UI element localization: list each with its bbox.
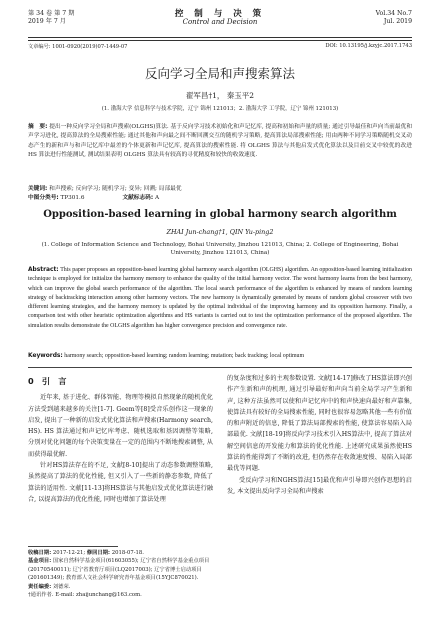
- header-rule: [28, 37, 412, 41]
- received-date: 2017-12-21;: [52, 550, 86, 556]
- affiliation-cn: (1. 渤海大学 信息科学与技术学院，辽宁 锦州 121013；2. 渤海大学 工学院，辽宁 锦州 121013): [101, 106, 339, 112]
- keywords-en-text: harmony search; opposition-based learning; random learning; mutation; back tracking; local optimum: [64, 353, 305, 359]
- editor-label: 责任编委:: [28, 583, 52, 590]
- revised-date: 2018-07-18.: [111, 550, 144, 556]
- keywords-cn-label: 关键词:: [28, 186, 48, 192]
- volume-issue-text: 第 34 卷 第 7 期: [28, 10, 75, 17]
- abstract-cn-text: 提出一种反向学习全局和声搜索(OLGHS)算法. 基于反向学习技术初始化和声记忆库, 提高和初始和声量的质量; 通过引导最佳和声向当前最优和声学习进化, 提高算法的全局搜索性能; 通过其他和声向最之间不断回溯交互的随机学习策略, 提高算法局部搜索性能; 用由两种不同学习策略随机交叉动态产生的新和声与和声记忆库中最差的个体更新和声记忆库, 提高算法的搜索性能. 将 OLGHS 算法与其他启发式优化算法以及目前交叉中较优的改进 HS 算法进行性能测试, 测试结果表明 OLGHS 算法具有较高的寻优精度和较快的收敛速度.: [28, 124, 413, 158]
- doi-link[interactable]: DOI: 10.13195/j.kzyjc.2017.1743: [325, 43, 412, 49]
- body-column-left: [28, 373, 213, 505]
- journal-name-cn: 控 制 与 决 策: [174, 9, 266, 19]
- keywords-en-label: Keywords:: [28, 353, 63, 359]
- title-cn: 反向学习全局和声搜索算法: [144, 66, 295, 81]
- journal-name: [28, 10, 412, 26]
- authors-cn: 翟军昌†1， 秦玉平2: [185, 91, 255, 100]
- article-meta: [28, 43, 412, 50]
- volume-en-text: Vol.34 No.7: [375, 10, 412, 17]
- body-paragraph: 近年来, 基于进化、群体智能、物理等模拟自然现象的随机优化方法受到越来越多的关注[1-7]. Geem等[8]受音乐创作这一现象的启发, 提出了一种新的启发式优化算法和声搜索(Harmony search, HS). HS 算法通过和声记忆库考虑、随机选取和基因调整等策略, 分别对优化问题的每个决策变量在一定的范围内不断地搜索调整, 从而获得最优解.: [28, 394, 213, 458]
- editor-name: 刘德荣.: [52, 583, 71, 590]
- doc-code-value: A: [154, 195, 160, 201]
- section-heading: 0 引 言: [28, 376, 67, 386]
- abstract-cn: [28, 123, 412, 160]
- date-en-text: Jul. 2019: [383, 18, 412, 25]
- body-column-right: [227, 373, 412, 497]
- revised-label: 修回日期:: [86, 550, 111, 556]
- footnote: [28, 546, 213, 599]
- body-paragraph: 的复杂度和过多的主观参数设置. 文献[14-17]修改了HS算法即兴创作产生新和声的机理, 通过引导最好和声向当前全局学习产生新和声, 这种方法虽然可以使和声记忆库中的和声快速向最好和声靠集, 使算法具有较好的全局搜索性能, 同时也很容易忽略其他一些有价值的和声附近的信息, 降低了算法局部搜索的性能, 使算法容易陷入局部最优. 文献[18-19]将反向学习技术引入HS算法中, 提高了算法对解空间信息的开发能力和算法的优化性能. 上述研究成果虽然使HS算法的性能得到了不断的改进, 但仍然存在收敛速度慢、易陷入局部最优等问题.: [227, 375, 412, 473]
- corresponding-email[interactable]: †通讯作者. E-mail: zhaijunchang@163.com.: [28, 592, 142, 599]
- abstract-en-text: This paper proposes an opposition-based learning global harmony search algorithm (OLGHS) algorithm. An opposition-based learning initialization technique is employed for initialize the harmony memory to enhance the quality of the initial harmony vector. The worst harmony learns from the best harmony, which can improve the global search performance of the algorithm. The local search performance of the algorithm is enhanced by means of random learning strategy of backtracking interaction among other harmony vectors. The new harmony is dynamically generated by means of random global crossover with two different learning strategies, and the harmony memory is updated by the optimal individual of the improving harmony and its opposition harmony. Finally, a comparison test with other heuristic optimization algorithms and HS variants is carried out to test the optimization performance of the proposed algorithm. The simulation results demonstrate the OLGHS algorithm has higher convergence precision and convergence rate.: [28, 267, 412, 329]
- journal-header: [28, 10, 412, 36]
- keywords-cn: [28, 185, 412, 194]
- footnote-dates: [28, 549, 213, 557]
- document-code: [122, 194, 159, 203]
- abstract-en: [28, 266, 412, 331]
- body-paragraph: 针对HS算法存在的不足, 文献[8-10]提出了动态参数调整策略, 虽然提高了算法的优化性能, 但又引入了一些新的静态参数, 降低了算法的适用性. 文献[11-13]将HS算法与其他启发式优化算法进行融合, 以提高算法的优化性能, 同时也增加了算法处理: [28, 462, 213, 503]
- abstract-cn-label: 摘 要:: [28, 124, 48, 130]
- clc-number: [28, 194, 84, 203]
- title-en: Opposition-based learning in global harmony search algorithm: [43, 209, 397, 220]
- received-label: 收稿日期:: [28, 550, 52, 556]
- article-id: 文章编号: 1001-0920(2019)07-1449-07: [28, 44, 128, 50]
- authors-en: ZHAI Jun-chang†1, QIN Yu-ping2: [166, 228, 274, 236]
- classification-cn: [28, 194, 412, 203]
- issue-date-text: 2019 年 7 月: [28, 18, 66, 25]
- affiliation-en: (1. College of Information Science and Technology, Bohai University, Jinzhou 121013, China; 2. College of Engineering, Bohai University, Jinzhou 121013, China): [41, 242, 399, 257]
- abstract-en-label: Abstract:: [28, 267, 59, 273]
- fund-text: 国家自然科学基金项目(61603055); 辽宁省自然科学基金重点项目(20170540011); 辽宁省教育厅项目(LQ2017003); 辽宁省博士启动项目(201601349); 教育部人文社会科学研究青年基金项目(15YJC870021).: [28, 558, 210, 582]
- clc-label: 中图分类号:: [28, 195, 59, 201]
- keywords-en: [28, 352, 412, 361]
- keywords-cn-text: 和声搜索; 反向学习; 随机学习; 变异; 回溯; 局部最优: [49, 186, 182, 192]
- fund-label: 基金项目:: [28, 558, 52, 565]
- footnote-rule: [28, 546, 118, 547]
- clc-value: TP301.6: [60, 195, 85, 201]
- abstract-separator: [28, 367, 412, 368]
- body-paragraph: 受反向学习和NGHS算法[15]最优和声引导即兴创作思想的启发, 本文提出反向学习全局和声搜索: [227, 476, 412, 495]
- footnote-fund: [28, 557, 213, 582]
- doc-code-label: 文献标志码:: [122, 195, 154, 201]
- footnote-editor: [28, 583, 213, 591]
- volume-issue-en: [376, 10, 412, 26]
- journal-name-en: Control and Decision: [182, 18, 258, 26]
